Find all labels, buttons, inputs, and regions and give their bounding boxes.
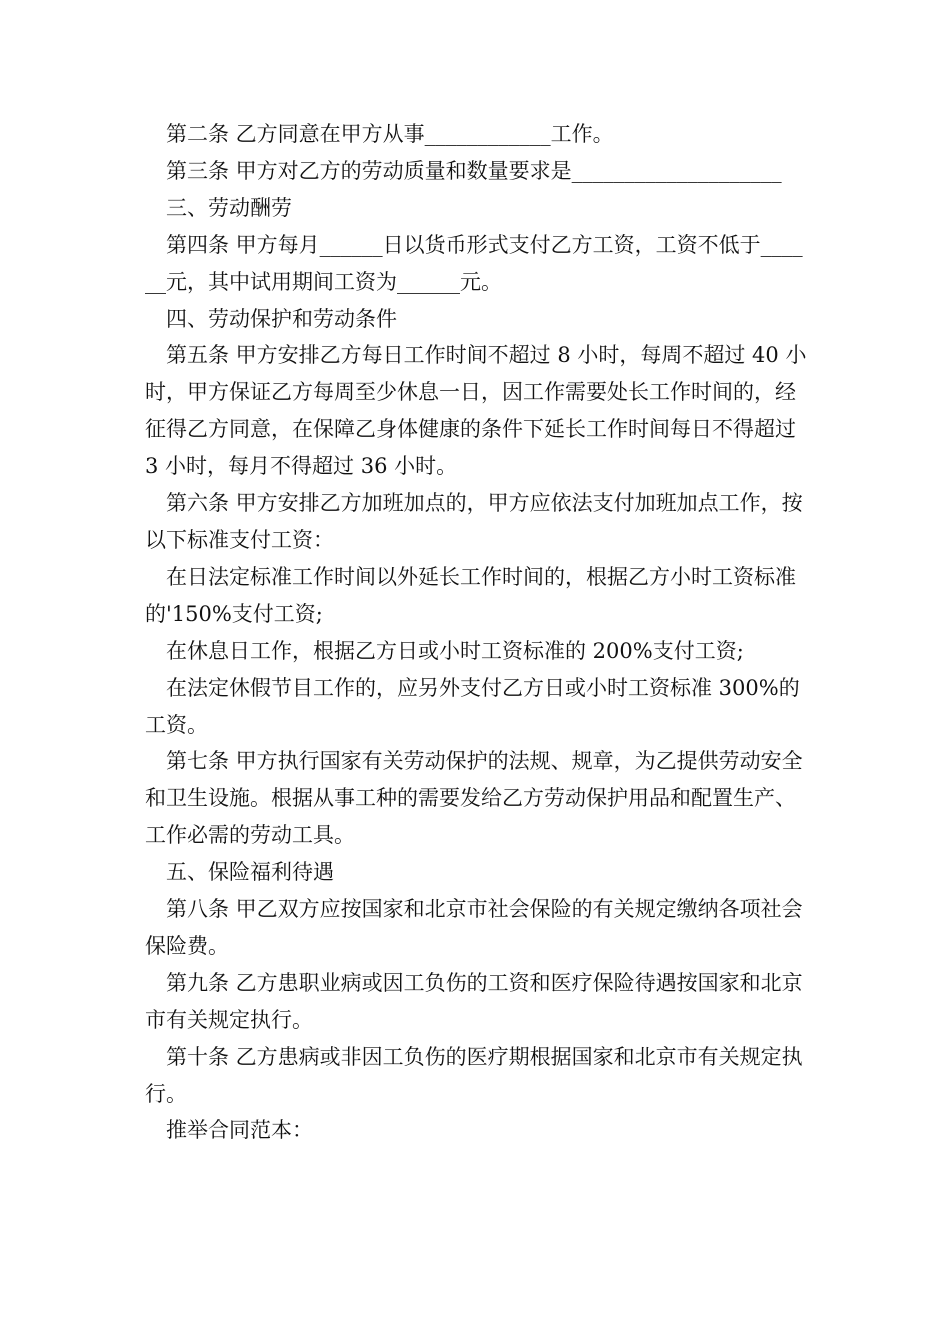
article-4: 第四条 甲方每月______日以货币形式支付乙方工资，工资不低于______元，其中试用期间工资为______元。 — [145, 232, 803, 294]
article-10: 第十条 乙方患病或非因工负伤的医疗期根据国家和北京市有关规定执行。 — [145, 1044, 803, 1106]
section-4-heading: 四、劳动保护和劳动条件 — [166, 306, 397, 331]
document-page — [145, 116, 810, 1149]
article-3: 第三条 甲方对乙方的劳动质量和数量要求是____________________ — [166, 158, 782, 183]
article-2: 第二条 乙方同意在甲方从事____________工作。 — [166, 122, 614, 146]
overtime-rule-150: 在日法定标准工作时间以外延长工作时间的，根据乙方小时工资标准的'150%支付工资; — [145, 564, 796, 626]
article-5: 第五条 甲方安排乙方每日工作时间不超过 8 小时，每周不超过 40 小时，甲方保证乙方每周至少休息一日，因工作需要处长工作时间的，经征得乙方同意，在保障乙身体健康的条件下延长工作时间每日不得超过 3 小时，每月不得超过 36 小时。 — [145, 343, 807, 479]
section-5-heading: 五、保险福利待遇 — [166, 860, 334, 885]
article-9: 第九条 乙方患职业病或因工负伤的工资和医疗保险待遇按国家和北京市有关规定执行。 — [145, 970, 803, 1032]
article-7: 第七条 甲方执行国家有关劳动保护的法规、规章，为乙提供劳动安全和卫生设施。根据从事工种的需要发给乙方劳动保护用品和配置生产、工作必需的劳动工具。 — [145, 749, 803, 848]
overtime-rule-200: 在休息日工作，根据乙方日或小时工资标准的 200%支付工资; — [166, 638, 744, 663]
article-6: 第六条 甲方安排乙方加班加点的，甲方应依法支付加班加点工作，按以下标准支付工资： — [145, 491, 803, 552]
section-3-heading: 三、劳动酬劳 — [166, 195, 292, 220]
overtime-rule-300: 在法定休假节目工作的，应另外支付乙方日或小时工资标准 300%的工资。 — [145, 675, 800, 737]
article-8: 第八条 甲乙双方应按国家和北京市社会保险的有关规定缴纳各项社会保险费。 — [145, 897, 803, 958]
recommended-template-label: 推举合同范本： — [166, 1118, 313, 1143]
